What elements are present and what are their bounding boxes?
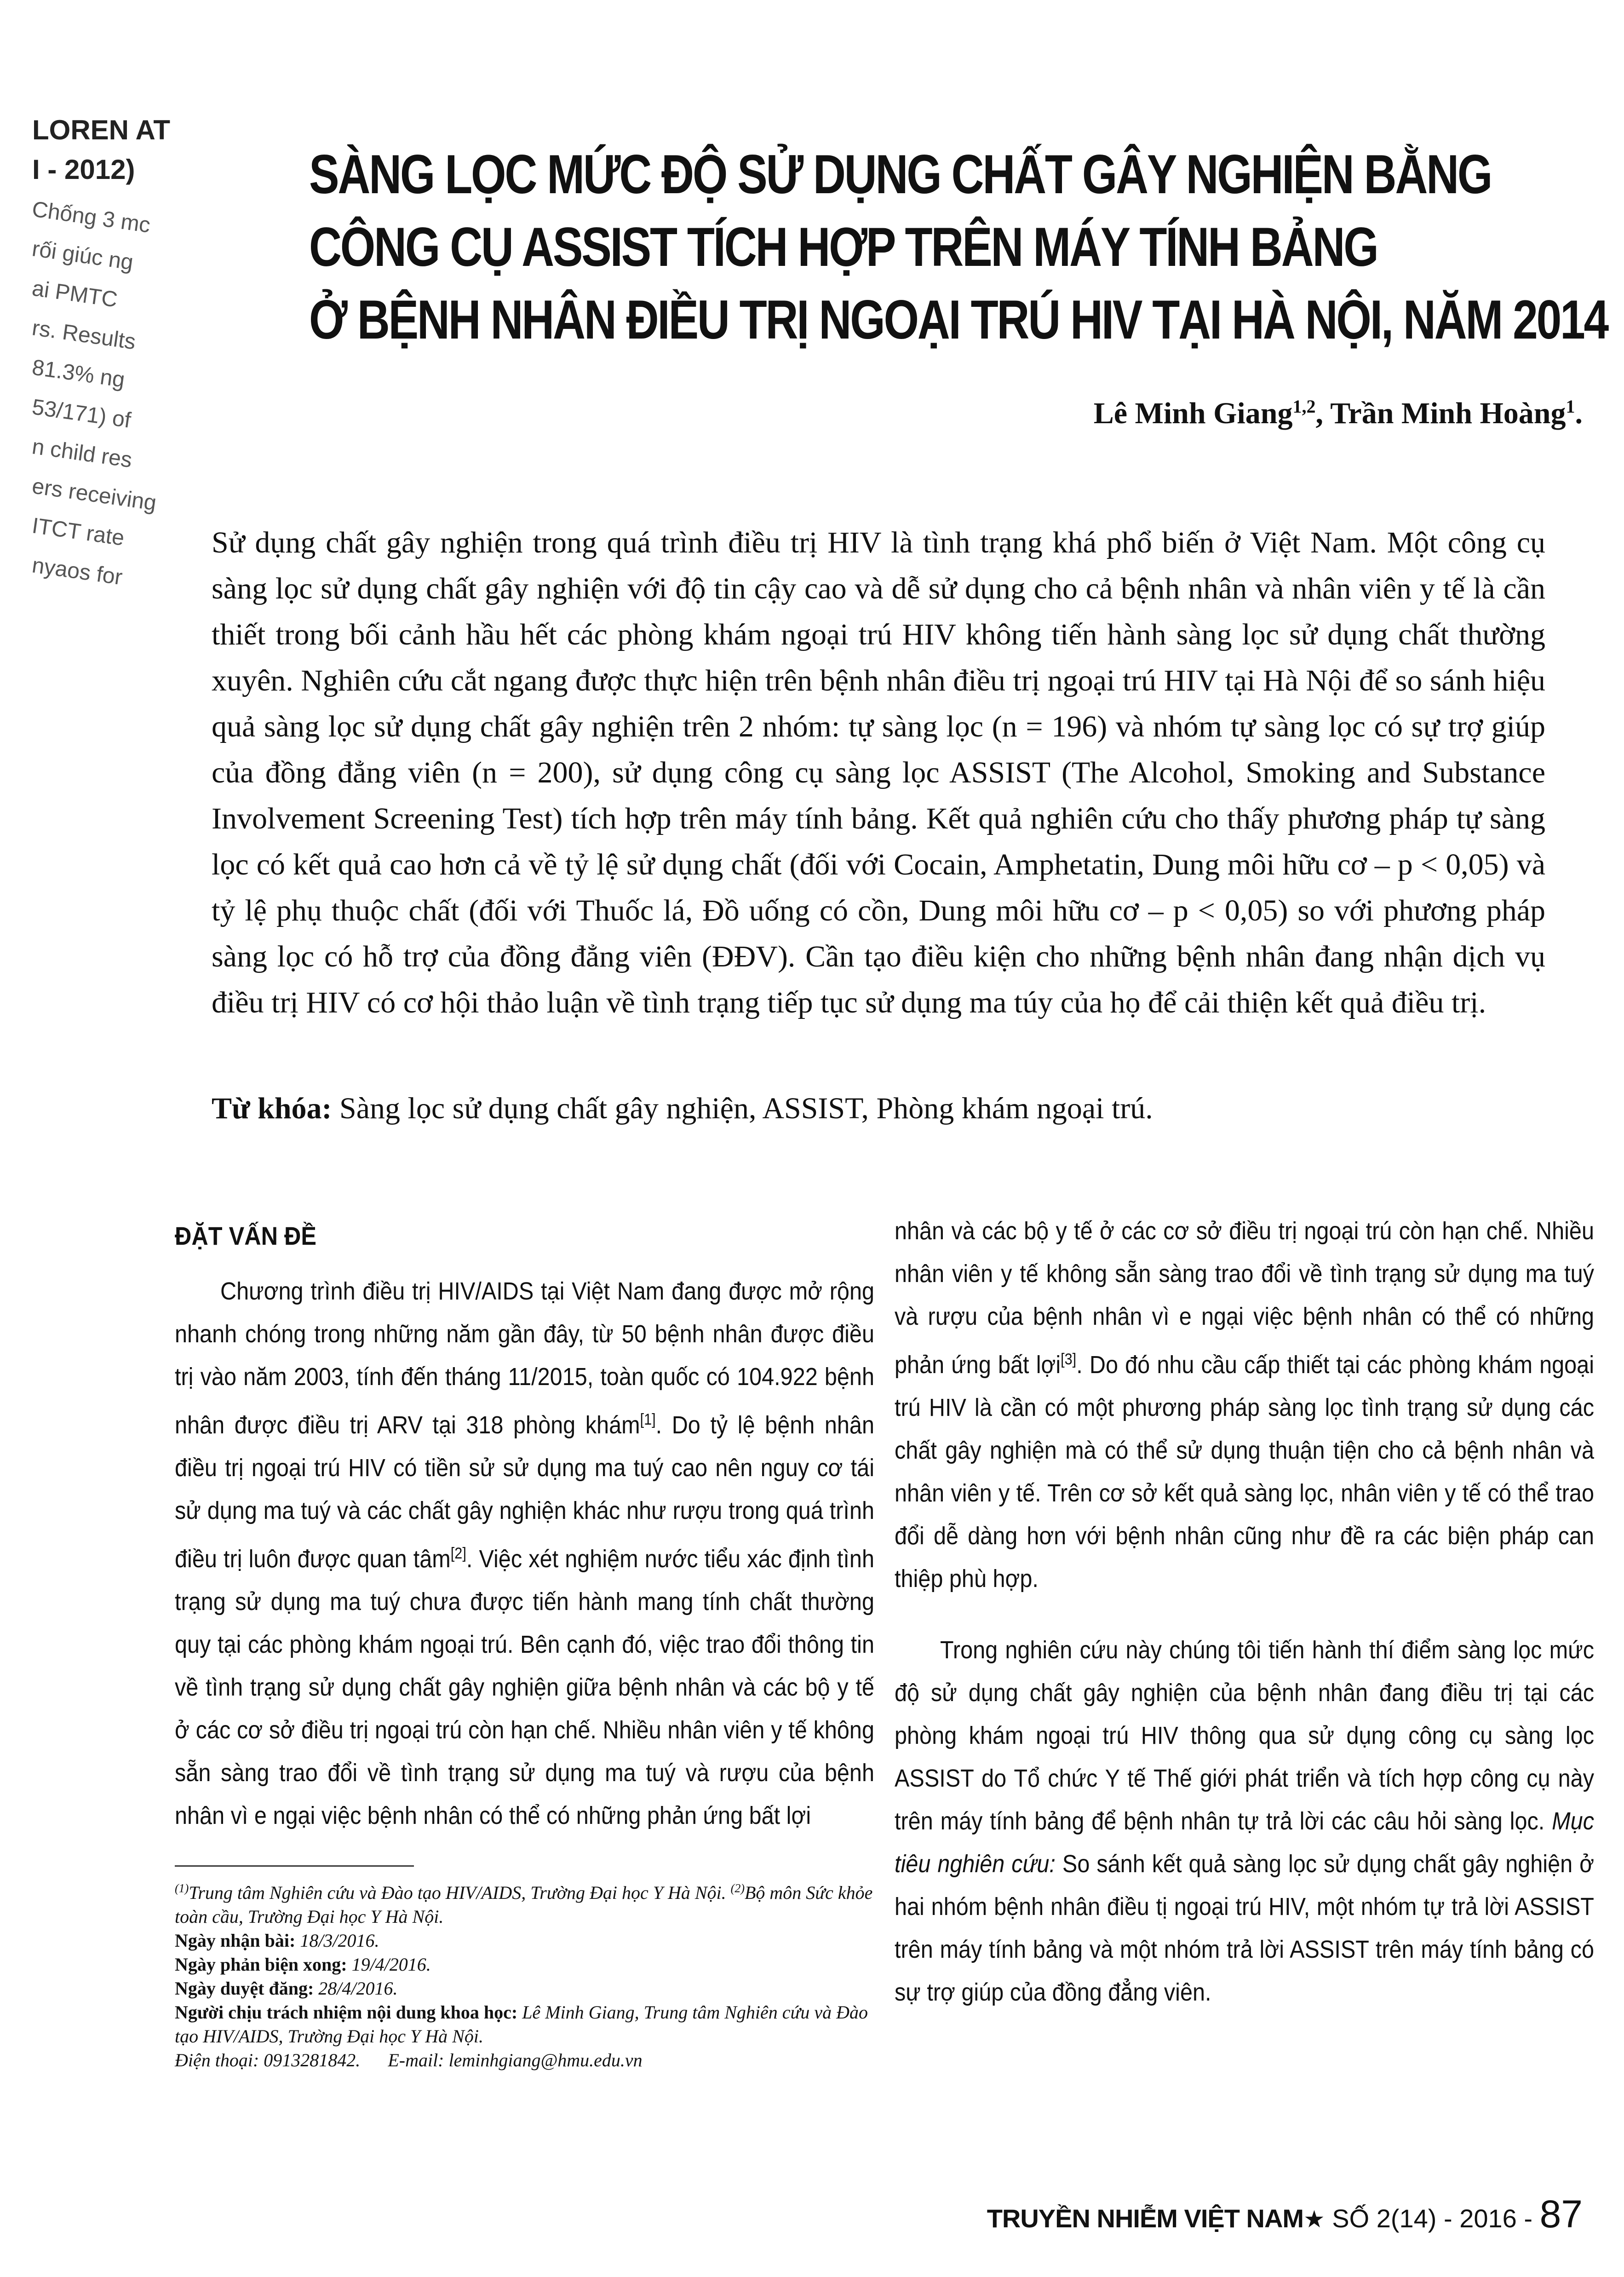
running-footer <box>987 2192 1583 2237</box>
objective-label: Mục tiêu nghiên cứu: <box>895 1807 1594 1878</box>
bleed-fragment: nyaos for <box>30 553 124 590</box>
text-run: So sánh kết quả sàng lọc sử dụng chất gây nghiện ở hai nhóm bệnh nhân điều tị ngoại trú HIV, một nhóm tự trả lời ASSIST trên máy tính bảng và một nhóm trả lời ASSIST trên máy tính bảng có sự trợ giúp của đồng đẳng viên. <box>895 1850 1594 2006</box>
bleed-fragment: ai PMTC <box>30 276 119 312</box>
author-line <box>1094 396 1583 431</box>
affiliation-marker: 1 <box>1566 396 1575 417</box>
text-run: . Do tỷ lệ bệnh nhân điều trị ngoại trú HIV có tiền sử sử dụng ma tuý cao nên nguy cơ tái sử dụng ma tuý và các chất gây nghiện khác như rượu trong quá trình điều trị luôn được quan tâm <box>175 1411 874 1573</box>
bleed-fragment: ITCT rate <box>30 513 126 551</box>
issue-info: SỐ 2(14) - 2016 - <box>1325 2204 1540 2233</box>
footnote-reviewed <box>175 1953 892 1977</box>
body-paragraph <box>175 1270 874 1837</box>
text-run: . Việc xét nghiệm nước tiểu xác định tình trạng sử dụng ma tuý chưa được tiến hành mang tính chất thường quy tại các phòng khám ngoại trú. Bên cạnh đó, việc trao đổi thông tin về tình trạng sử dụng chất gây nghiện giữa bệnh nhân và các bộ y tế ở các cơ sở điều trị ngoại trú còn hạn chế. Nhiều nhân viên y tế không sẵn sàng trao đổi về tình trạng sử dụng ma tuý và rượu của bệnh nhân vì e ngại việc bệnh nhân có thể có những phản ứng bất lợi <box>175 1545 874 1829</box>
body-paragraph <box>895 1210 1594 1600</box>
bleed-fragment: 81.3% ng <box>30 355 126 392</box>
keywords-text: Sàng lọc sử dụng chất gây nghiện, ASSIST, Phòng khám ngoại trú. <box>332 1092 1153 1125</box>
keywords <box>212 1086 1545 1132</box>
citation-ref[interactable]: [3] <box>1061 1351 1077 1368</box>
footnote-label: Người chịu trách nhiệm nội dung khoa học: <box>175 2002 518 2023</box>
text-run: nhân và các bộ y tế ở các cơ sở điều trị ngoại trú còn hạn chế. Nhiều nhân viên y tế không sẵn sàng trao đổi về tình trạng sử dụng ma tuý và rượu của bệnh nhân vì e ngại việc bệnh nhân có thể có những phản ứng bất lợi <box>895 1217 1594 1379</box>
bleed-fragment: Chống 3 mc <box>30 197 152 238</box>
bleed-fragment: ers receiving <box>30 474 158 516</box>
footnote-value: 28/4/2016. <box>314 1978 398 1999</box>
author-end: . <box>1575 397 1583 430</box>
text-run: Trong nghiên cứu này chúng tôi tiến hành thí điểm sàng lọc mức độ sử dụng chất gây nghiện của bệnh nhân đang điều trị tại các phòng khám ngoại trú HIV thông qua sử dụng công cụ sàng lọc ASSIST do Tổ chức Y tế Thế giới phát triển và tích hợp công cụ này trên máy tính bảng để bệnh nhân tự trả lời các câu hỏi sàng lọc. <box>895 1636 1594 1835</box>
author-name: Lê Minh Giang <box>1093 397 1293 430</box>
margin-bleed-through <box>30 110 170 590</box>
bleed-fragment: rs. Results <box>30 316 138 355</box>
footnote-value: Lê Minh Giang, Trung tâm Nghiên cứu và Đào tạo HIV/AIDS, Trường Đại học Y Hà Nội. <box>175 2002 868 2047</box>
article-title <box>309 138 1607 356</box>
title-line: Ở BỆNH NHÂN ĐIỀU TRỊ NGOẠI TRÚ HIV TẠI HÀ NỘI, NĂM 2014 <box>309 289 1607 351</box>
bleed-fragment: 53/171) of <box>30 395 132 433</box>
bleed-fragment: LOREN AT <box>32 115 170 145</box>
bleed-fragment: n child res <box>30 434 134 473</box>
footnote-value: 18/3/2016. <box>295 1930 379 1951</box>
affiliation-text: Bộ môn Sức khỏe toàn cầu, Trường Đại học Y Hà Nội. <box>175 1882 873 1927</box>
journal-name: TRUYỀN NHIỄM VIỆT NAM <box>987 2204 1304 2233</box>
footnote-marker: (2) <box>730 1882 745 1895</box>
body-paragraph <box>895 1629 1594 2014</box>
footnote-contact <box>175 2048 892 2072</box>
text-run: . Do đó nhu cầu cấp thiết tại các phòng khám ngoại trú HIV là cần có một phương pháp sàng lọc tình trạng sử dụng các chất gây nghiện mà có thể sử dụng thuận tiện cho cả bệnh nhân và nhân viên y tế. Trên cơ sở kết quả sàng lọc, nhân viên y tế có thể trao đổi dễ dàng hơn với bệnh nhân cũng như đề ra các biện pháp can thiệp phù hợp. <box>895 1351 1594 1593</box>
body-column-right <box>895 1210 1594 2014</box>
footnote-marker: (1) <box>175 1882 189 1895</box>
section-heading: ĐẶT VẤN ĐỀ <box>175 1221 317 1250</box>
star-icon: ★ <box>1303 2206 1325 2233</box>
footnote-label: Ngày duyệt đăng: <box>175 1978 314 1999</box>
footnote-affiliations <box>175 1877 892 1929</box>
affiliation-text: Trung tâm Nghiên cứu và Đào tạo HIV/AIDS, Trường Đại học Y Hà Nội. <box>189 1882 726 1903</box>
footnotes <box>175 1877 892 2072</box>
body-column-left <box>175 1214 874 1837</box>
author-separator: , <box>1315 397 1331 430</box>
footnote-responsible <box>175 2001 892 2048</box>
author-name: Trần Minh Hoàng <box>1330 397 1566 430</box>
contact-phone: Điện thoại: 0913281842. <box>175 2050 361 2071</box>
bleed-fragment: I - 2012) <box>32 154 135 185</box>
affiliation-marker: 1,2 <box>1292 396 1316 417</box>
footnote-received <box>175 1929 892 1953</box>
abstract: Sử dụng chất gây nghiện trong quá trình điều trị HIV là tình trạng khá phổ biến ở Việt Nam. Một công cụ sàng lọc sử dụng chất gây nghiện với độ tin cậy cao và dễ sử dụng cho cả bệnh nhân và nhân viên y tế là cần thiết trong bối cảnh hầu hết các phòng khám ngoại trú HIV không tiến hành sàng lọc sử dụng chất thường xuyên. Nghiên cứu cắt ngang được thực hiện trên bệnh nhân điều trị ngoại trú HIV tại Hà Nội để so sánh hiệu quả sàng lọc sử dụng chất gây nghiện trên 2 nhóm: tự sàng lọc (n = 196) và nhóm tự sàng lọc có sự trợ giúp của đồng đẳng viên (n = 200), sử dụng công cụ sàng lọc ASSIST (The Alcohol, Smoking and Substance Involvement Screening Test) tích hợp trên máy tính bảng. Kết quả nghiên cứu cho thấy phương pháp tự sàng lọc có kết quả cao hơn cả về tỷ lệ sử dụng chất (đối với Cocain, Amphetatin, Dung môi hữu cơ – p < 0,05) và tỷ lệ phụ thuộc chất (đối với Thuốc lá, Đồ uống có cồn, Dung môi hữu cơ – p < 0,05) so với phương pháp sàng lọc có hỗ trợ của đồng đẳng viên (ĐĐV). Cần tạo điều kiện cho những bệnh nhân đang nhận dịch vụ điều trị HIV có cơ hội thảo luận về tình trạng tiếp tục sử dụng ma túy của họ để cải thiện kết quả điều trị. <box>212 526 1545 1019</box>
page-number: 87 <box>1539 2192 1583 2236</box>
text-run: Chương trình điều trị HIV/AIDS tại Việt Nam đang được mở rộng nhanh chóng trong những năm gần đây, từ 50 bệnh nhân được điều trị vào năm 2003, tính đến tháng 11/2015, toàn quốc có 104.922 bệnh nhân được điều trị ARV tại 318 phòng khám <box>175 1277 874 1439</box>
contact-email[interactable]: E-mail: leminhgiang@hmu.edu.vn <box>388 2050 643 2071</box>
footnote-label: Ngày phản biện xong: <box>175 1954 347 1975</box>
citation-ref[interactable]: [1] <box>640 1411 656 1428</box>
title-line: SÀNG LỌC MỨC ĐỘ SỬ DỤNG CHẤT GÂY NGHIỆN BẰNG <box>309 144 1492 205</box>
footnote-label: Ngày nhận bài: <box>175 1930 296 1951</box>
citation-ref[interactable]: [2] <box>450 1545 466 1562</box>
title-line: CÔNG CỤ ASSIST TÍCH HỢP TRÊN MÁY TÍNH BẢNG <box>309 216 1377 278</box>
footnote-rule <box>175 1865 414 1867</box>
footnote-value: 19/4/2016. <box>347 1954 431 1975</box>
bleed-fragment: rối giúc ng <box>30 236 135 275</box>
keywords-label: Từ khóa: <box>212 1092 332 1125</box>
footnote-accepted <box>175 1977 892 2001</box>
